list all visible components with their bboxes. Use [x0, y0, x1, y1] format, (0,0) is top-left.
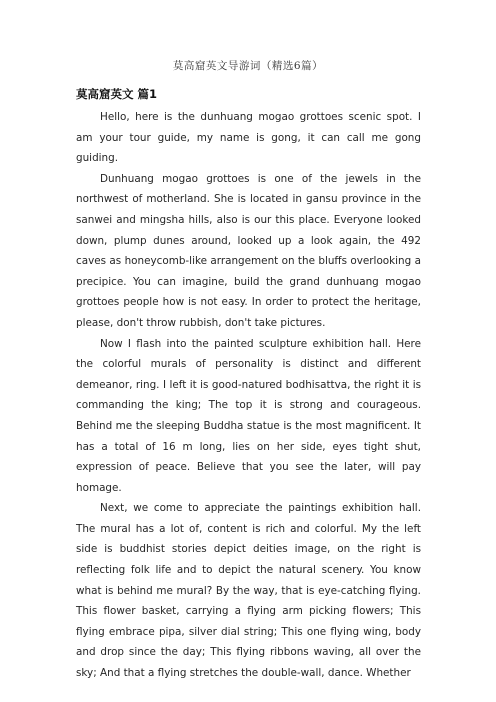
paragraph-2: Dunhuang mogao grottoes is one of the jewels in the northwest of motherland. She is located in gansu province in the sanwei and mingsha hills, also is our this place. Everyone looked down, plump dunes around, looked up a look again, the 492 caves as honeycomb-like arrangement on the bluffs overlooking a precipice. You can imagine, build the grand dunhuang mogao grottoes people how is not easy. In order to protect the heritage, please, don't throw rubbish, don't take pictures. — [76, 172, 421, 329]
section-title: 莫高窟英文 篇1 — [76, 87, 158, 101]
body-text — [76, 107, 421, 684]
paragraph-4: Next, we come to appreciate the paintings exhibition hall. The mural has a lot of, content is rich and colorful. My the left side is buddhist stories depict deities image, on the right is reflecting folk life and to depict the natural scenery. You know what is behind me mural? By the way, that is eye-catching flying. This flower basket, carrying a flying arm picking flowers; This flying embrace pipa, silver dial string; This one flying wing, body and drop since the day; This flying ribbons waving, all over the sky; And that a flying stretches the double-wall, dance. Whether — [76, 502, 421, 680]
document-header: 莫高窟英文导游词（精选6篇） — [172, 60, 324, 72]
paragraph-1: Hello, here is the dunhuang mogao grottoes scenic spot. I am your tour guide, my name is gong, it can call me gong guiding. — [76, 111, 421, 165]
paragraph-3: Now I flash into the painted sculpture exhibition hall. Here the colorful murals of personality is distinct and different demeanor, ring. I left it is good-natured bodhisattva, the right it is commanding the king; The top it is strong and courageous. Behind me the sleeping Buddha statue is the most magnificent. It has a total of 16 m long, lies on her side, eyes tight shut, expression of peace. Believe that you see the later, will pay homage. — [76, 337, 421, 494]
